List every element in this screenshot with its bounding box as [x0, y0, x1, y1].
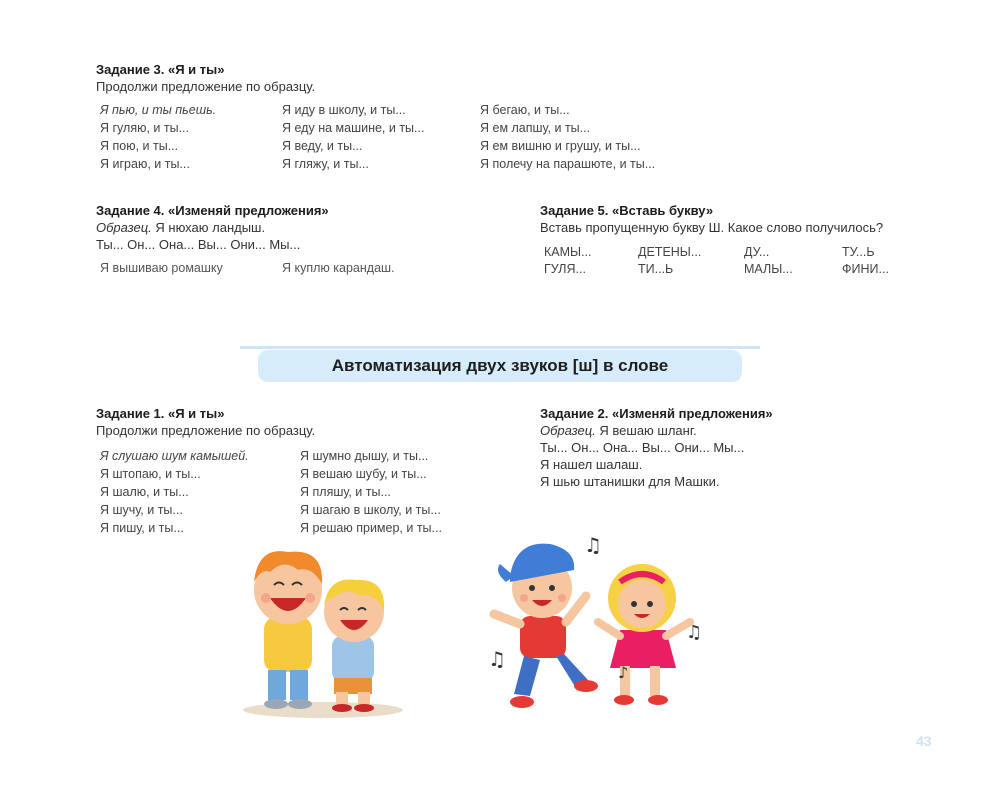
task3-item: Я гляжу, и ты... [282, 157, 369, 171]
task2-sample-text: Я вешаю шланг. [595, 423, 697, 438]
task3-subtitle: Продолжи предложение по образцу. [96, 79, 316, 94]
task1-item: Я шучу, и ты... [100, 503, 183, 517]
task5-word: ФИНИ... [842, 262, 889, 276]
task3-item: Я веду, и ты... [282, 139, 363, 153]
music-note-icon: ♫ [686, 622, 703, 643]
task1-subtitle: Продолжи предложение по образцу. [96, 423, 316, 438]
task1-item: Я пляшу, и ты... [300, 485, 391, 499]
task3-item: Я пою, и ты... [100, 139, 179, 153]
task4-pronouns: Ты... Он... Она... Вы... Они... Мы... [96, 237, 301, 252]
task5-word: ДЕТЕНЫ... [638, 245, 702, 259]
task1-item: Я вешаю шубу, и ты... [300, 467, 427, 481]
task1-column-1 [100, 447, 249, 537]
task4-sample-label: Образец. [96, 220, 152, 235]
task1-item: Я пишу, и ты... [100, 521, 184, 535]
task5-word: МАЛЫ... [744, 262, 793, 276]
task3-item: Я гуляю, и ты... [100, 121, 190, 135]
task3-item: Я играю, и ты... [100, 157, 190, 171]
task2-title: Задание 2. «Изменяй предложения» [540, 406, 773, 421]
task2-item: Я нашел шалаш. [540, 457, 643, 472]
dancing-children-illustration [480, 526, 710, 721]
task2-sample [540, 422, 697, 440]
task4-sample-text: Я нюхаю ландыш. [151, 220, 266, 235]
music-note-icon: ♫ [488, 647, 506, 671]
task2-sample-label: Образец. [540, 423, 596, 438]
task5-word: ДУ... [744, 245, 770, 259]
section-banner-text: Автоматизация двух звуков [ш] в слове [331, 356, 669, 375]
task3-column-1 [100, 101, 216, 173]
task3-item: Я бегаю, и ты... [480, 103, 570, 117]
task1-column-2 [300, 447, 442, 537]
task5-subtitle: Вставь пропущенную букву Ш. Какое слово получилось? [540, 220, 884, 235]
task1-item: Я шумно дышу, и ты... [300, 449, 429, 463]
task4-item: Я вышиваю ромашку [100, 261, 223, 275]
task1-item: Я шагаю в школу, и ты... [300, 503, 441, 517]
task3-column-3 [480, 101, 655, 173]
page-number: 43 [916, 733, 932, 749]
task3-item: Я полечу на парашюте, и ты... [480, 157, 656, 171]
task1-example: Я слушаю шум камышей. [100, 449, 249, 463]
music-note-icon: ♪ [618, 663, 629, 682]
task3-title: Задание 3. «Я и ты» [96, 62, 225, 77]
task1-title: Задание 1. «Я и ты» [96, 406, 225, 421]
task1-item: Я шалю, и ты... [100, 485, 189, 499]
task3-item: Я ем вишню и грушу, и ты... [480, 139, 641, 153]
task3-example: Я пью, и ты пьешь. [100, 103, 217, 117]
task1-item: Я штопаю, и ты... [100, 467, 201, 481]
section-banner [258, 350, 742, 382]
task3-item: Я иду в школу, и ты... [282, 103, 406, 117]
task2-pronouns: Ты... Он... Она... Вы... Они... Мы... [540, 440, 745, 455]
task4-title: Задание 4. «Изменяй предложения» [96, 203, 329, 218]
task1-item: Я решаю пример, и ты... [300, 521, 442, 535]
task5-word: ТУ...Ь [842, 245, 875, 259]
task2-item: Я шью штанишки для Машки. [540, 474, 720, 489]
task3-item: Я еду на машине, и ты... [282, 121, 425, 135]
task5-word: ГУЛЯ... [544, 262, 586, 276]
task5-title: Задание 5. «Вставь букву» [540, 203, 714, 218]
task5-word: КАМЫ... [544, 245, 592, 259]
laughing-children-illustration [228, 532, 418, 722]
task4-sample [96, 219, 265, 237]
task3-item: Я ем лапшу, и ты... [480, 121, 591, 135]
music-note-icon: ♫ [584, 533, 602, 557]
task5-word: ТИ...Ь [638, 262, 674, 276]
banner-divider [240, 346, 760, 349]
task4-item: Я куплю карандаш. [282, 261, 395, 275]
task3-column-2 [282, 101, 424, 173]
